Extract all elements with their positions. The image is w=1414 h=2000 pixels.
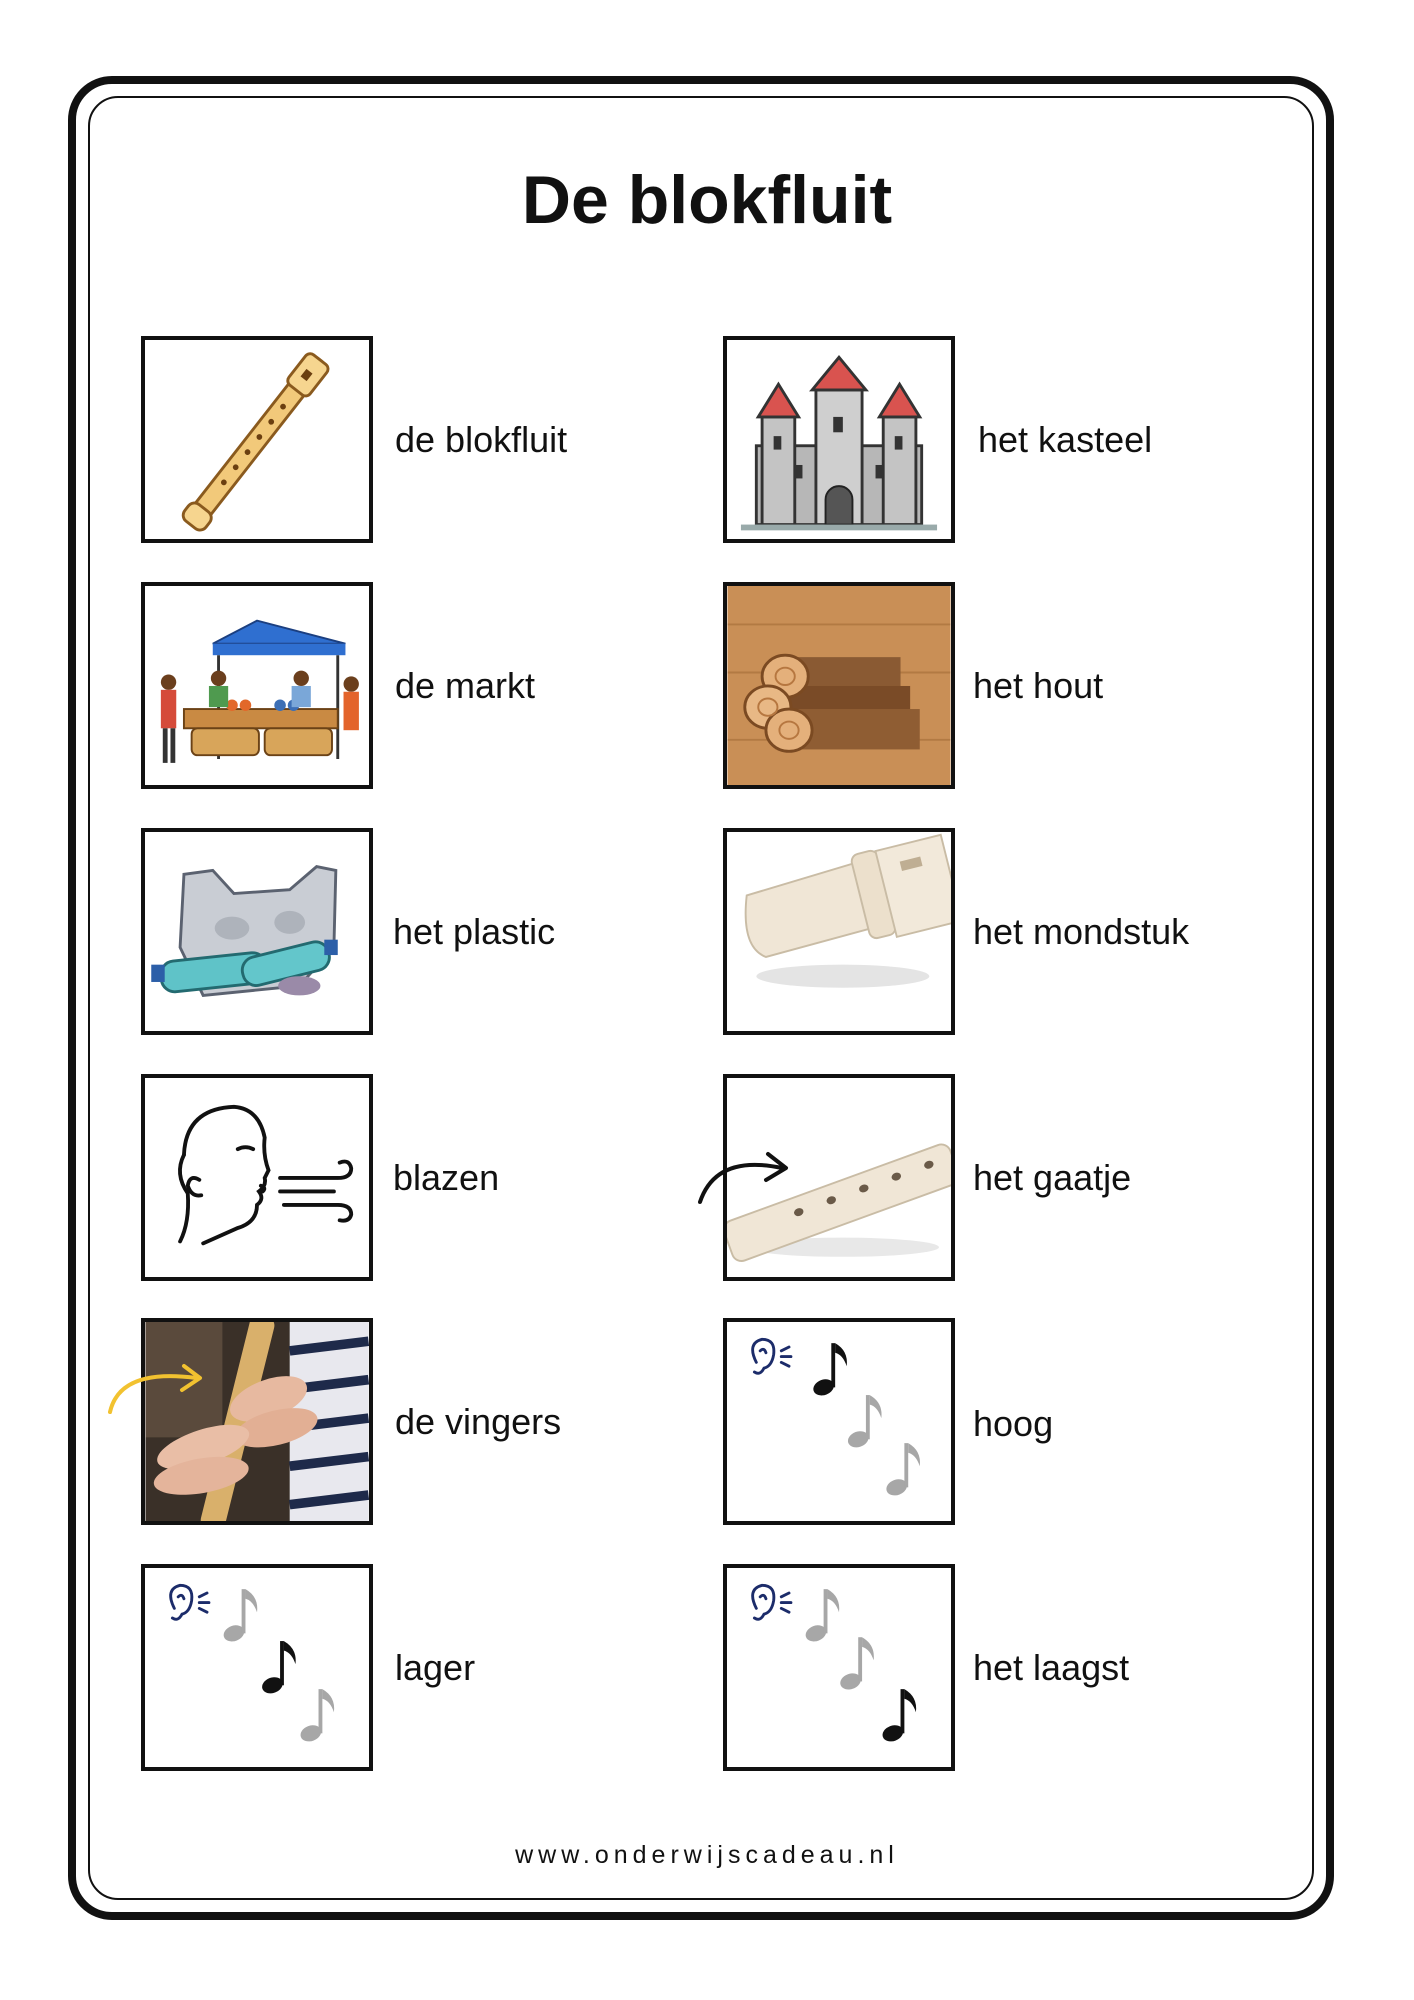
- footer-url: www.onderwijscadeau.nl: [515, 1841, 899, 1869]
- word-label: blazen: [393, 1157, 500, 1198]
- arrow-icon: [104, 1360, 214, 1416]
- word-label: de markt: [395, 665, 536, 706]
- word-label: de vingers: [395, 1401, 562, 1442]
- mouthpiece-icon: [727, 832, 951, 1031]
- lowest-notes-icon: [727, 1568, 951, 1767]
- card-market: [141, 582, 373, 789]
- card-fingers: [141, 1318, 373, 1525]
- arrow-icon: [696, 1146, 806, 1206]
- card-castle: [723, 336, 955, 543]
- fingers-on-recorder-icon: [145, 1322, 369, 1521]
- card-mouthpiece: [723, 828, 955, 1035]
- wood-logs-icon: [727, 586, 951, 785]
- lower-notes-icon: [145, 1568, 369, 1767]
- recorder-icon: [145, 340, 369, 539]
- high-notes-icon: [727, 1322, 951, 1521]
- word-label: het laagst: [973, 1647, 1130, 1688]
- word-label: de blokfluit: [395, 419, 568, 460]
- word-label: het plastic: [393, 911, 556, 952]
- card-lower: [141, 1564, 373, 1771]
- market-stall-icon: [145, 586, 369, 785]
- castle-icon: [727, 340, 951, 539]
- card-plastic: [141, 828, 373, 1035]
- word-label: het hout: [973, 665, 1104, 706]
- word-label: het gaatje: [973, 1157, 1132, 1198]
- word-label: het kasteel: [978, 419, 1153, 460]
- card-lowest: [723, 1564, 955, 1771]
- word-label: lager: [395, 1647, 476, 1688]
- blowing-face-icon: [145, 1078, 369, 1277]
- card-recorder: [141, 336, 373, 543]
- plastic-waste-icon: [145, 832, 369, 1031]
- card-high: [723, 1318, 955, 1525]
- page-title: De blokfluit: [521, 162, 893, 238]
- card-wood: [723, 582, 955, 789]
- word-label: het mondstuk: [973, 911, 1190, 952]
- word-label: hoog: [973, 1403, 1054, 1444]
- card-blowing: [141, 1074, 373, 1281]
